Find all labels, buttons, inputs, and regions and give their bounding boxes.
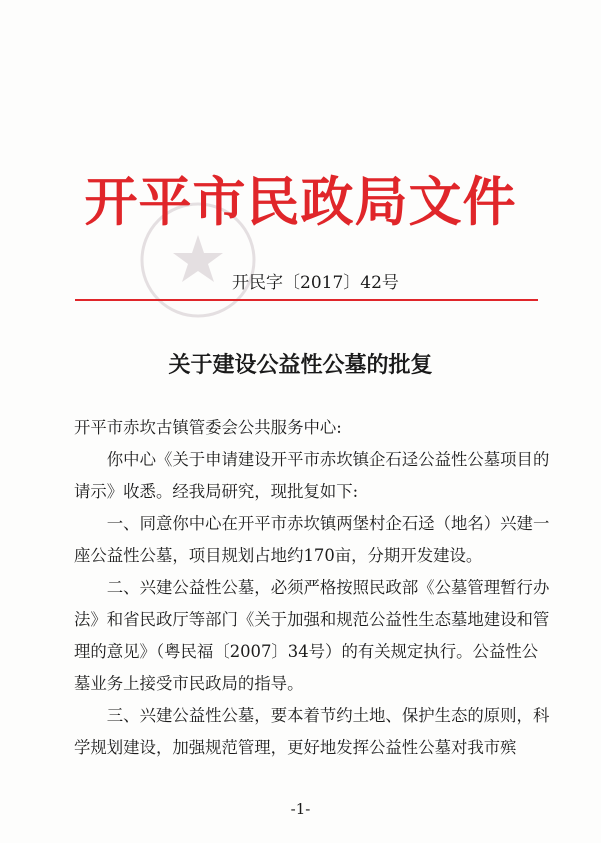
salutation: 开平市赤坎古镇管委会公共服务中心: (74, 418, 342, 437)
red-divider (75, 299, 538, 301)
paragraph: 二、兴建公益性公墓，必须严格按照民政部《公墓管理暂行办法》和省民政厅等部门《关于加强和规范公益性生态墓地建设和管理的意见》（粤民福〔2007〕34号）的有关规定执行。公益性公墓业务上接受市民政局的指导。 (74, 578, 550, 693)
paragraph: 一、同意你中心在开平市赤坎镇两堡村企石迳（地名）兴建一座公益性公墓，项目规划占地约170亩，分期开发建设。 (74, 514, 550, 565)
document-body (74, 412, 554, 764)
paragraph: 你中心《关于申请建设开平市赤坎镇企石迳公益性公墓项目的请示》收悉。经我局研究，现批复如下: (74, 450, 550, 501)
page-number: -1- (290, 800, 311, 818)
document-header-title: 开平市民政局文件 (84, 171, 517, 233)
document-number: 开民字〔2017〕42号 (232, 273, 399, 293)
document-heading: 关于建设公益性公墓的批复 (168, 352, 433, 378)
paragraph: 三、兴建公益性公墓，要本着节约土地、保护生态的原则，科学规划建设，加强规范管理，更好地发挥公益性公墓对我市殡 (74, 706, 550, 757)
